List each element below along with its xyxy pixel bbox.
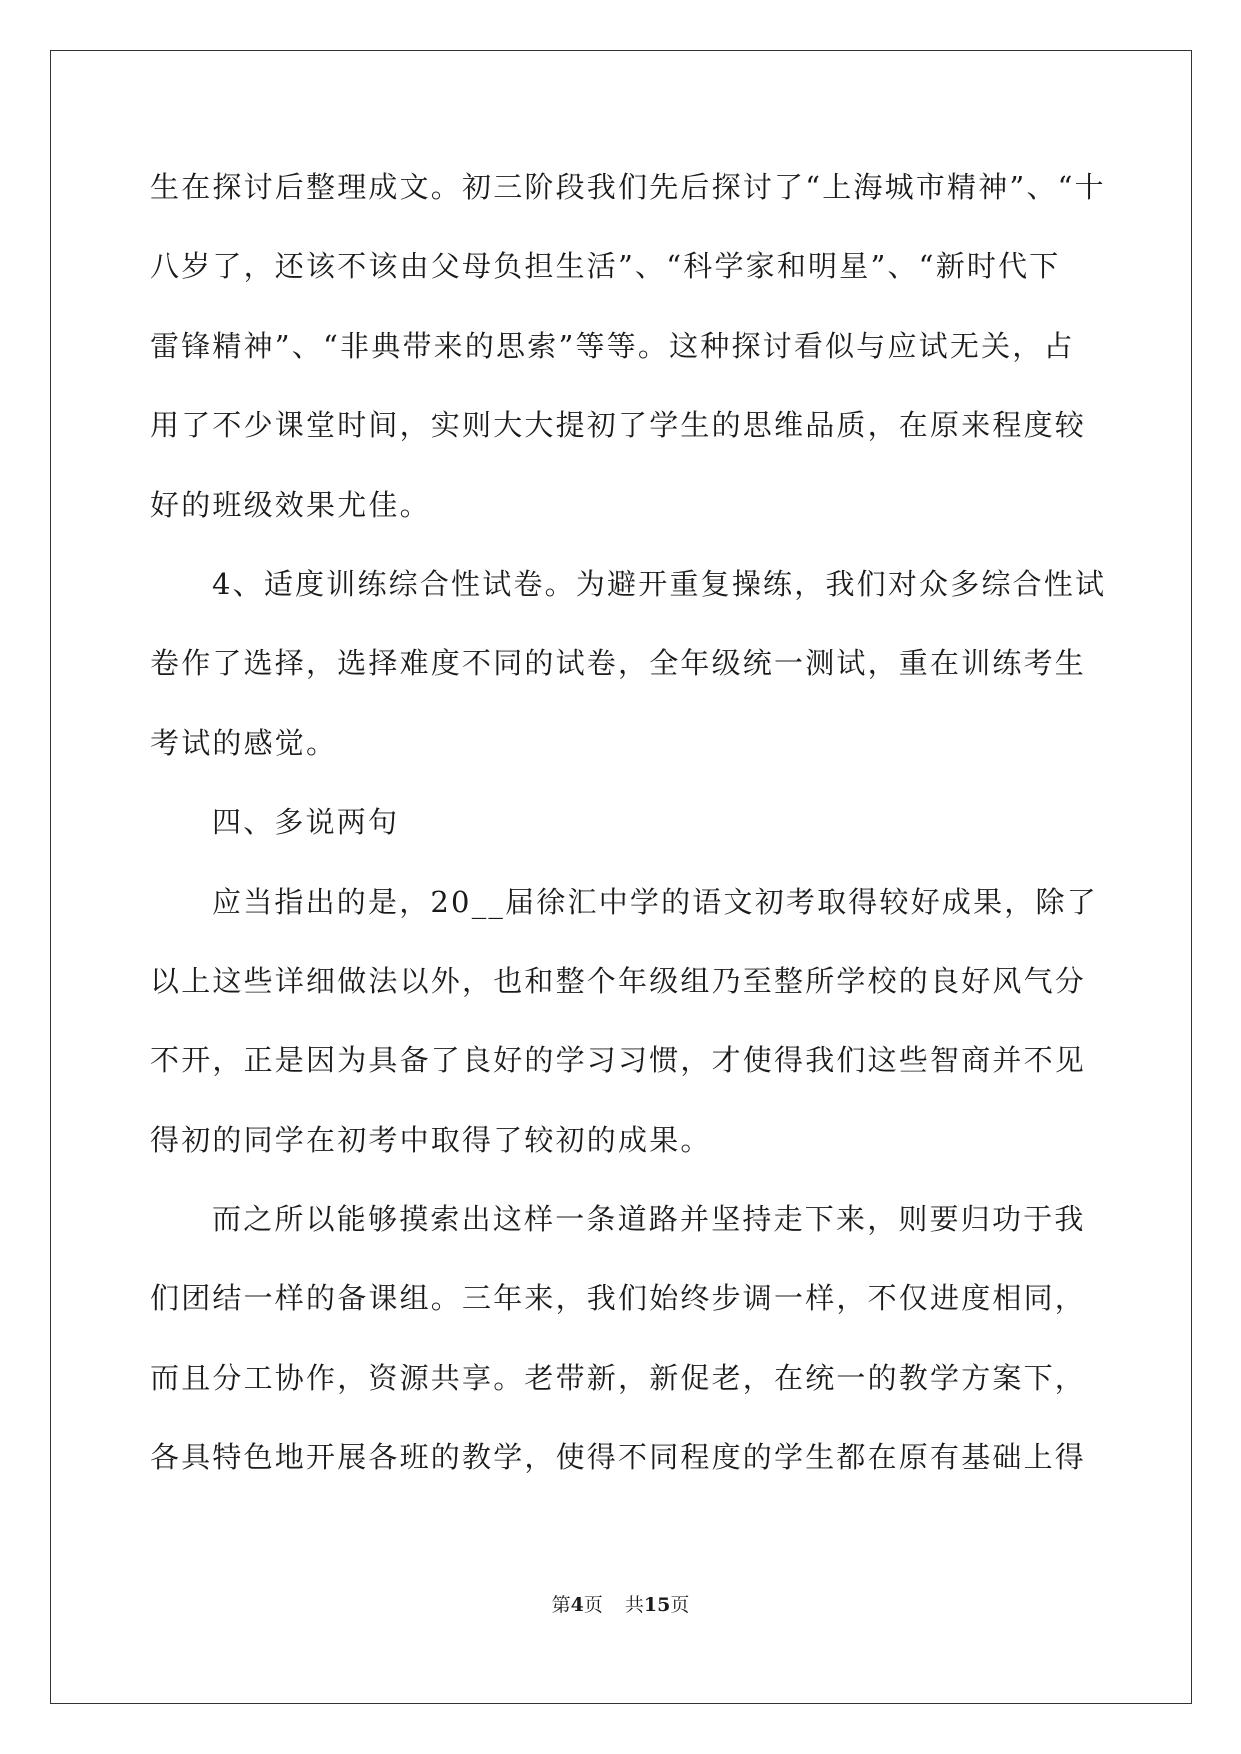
text-line: 考试的感觉。 [150, 725, 338, 760]
page-prefix: 第 [551, 1594, 571, 1616]
text-line: 卷作了选择，选择难度不同的试卷，全年级统一测试，重在训练考生 [150, 646, 1087, 681]
text-line: 生在探讨后整理成文。初三阶段我们先后探讨了“上海城市精神”、“十 [150, 170, 1106, 204]
text-line: 4、适度训练综合性试卷。为避开重复操练，我们对众多综合性试 [212, 566, 1107, 601]
text-line: 各具特色地开展各班的教学，使得不同程度的学生都在原有基础上得 [150, 1440, 1087, 1475]
text-line: 而之所以能够摸索出这样一条道路并坚持走下来，则要归功于我 [212, 1202, 1086, 1237]
section-heading: 四、多说两句 [212, 805, 400, 840]
text-line: 而且分工协作，资源共享。老带新，新促老，在统一的教学方案下， [150, 1360, 1087, 1395]
text-line: 应当指出的是，20__届徐汇中学的语文初考取得较好成果，除了 [212, 884, 1098, 919]
text-line: 们团结一样的备课组。三年来，我们始终步调一样，不仅进度相同， [150, 1281, 1087, 1316]
document-body [150, 157, 1107, 1507]
text-line: 八岁了，还该不该由父母负担生活”、“科学家和明星”、“新时代下 [150, 249, 1061, 284]
text-line: 好的班级效果尤佳。 [150, 487, 431, 522]
page-suffix: 页 [583, 1594, 603, 1616]
page-footer [0, 1590, 1241, 1617]
text-line: 雷锋精神”、“非典带来的思索”等等。这种探讨看似与应试无关，占 [150, 328, 1075, 363]
page-number: 4 [570, 1594, 584, 1616]
text-line: 不开，正是因为具备了良好的学习习惯，才使得我们这些智商并不见 [150, 1043, 1087, 1078]
total-prefix: 共 [624, 1594, 644, 1616]
total-pages: 15 [643, 1594, 671, 1616]
text-line: 以上这些详细做法以外，也和整个年级组乃至整所学校的良好风气分 [150, 963, 1087, 998]
text-line: 得初的同学在初考中取得了较初的成果。 [150, 1122, 712, 1157]
total-suffix: 页 [670, 1594, 690, 1616]
text-line: 用了不少课堂时间，实则大大提初了学生的思维品质，在原来程度较 [150, 408, 1087, 443]
